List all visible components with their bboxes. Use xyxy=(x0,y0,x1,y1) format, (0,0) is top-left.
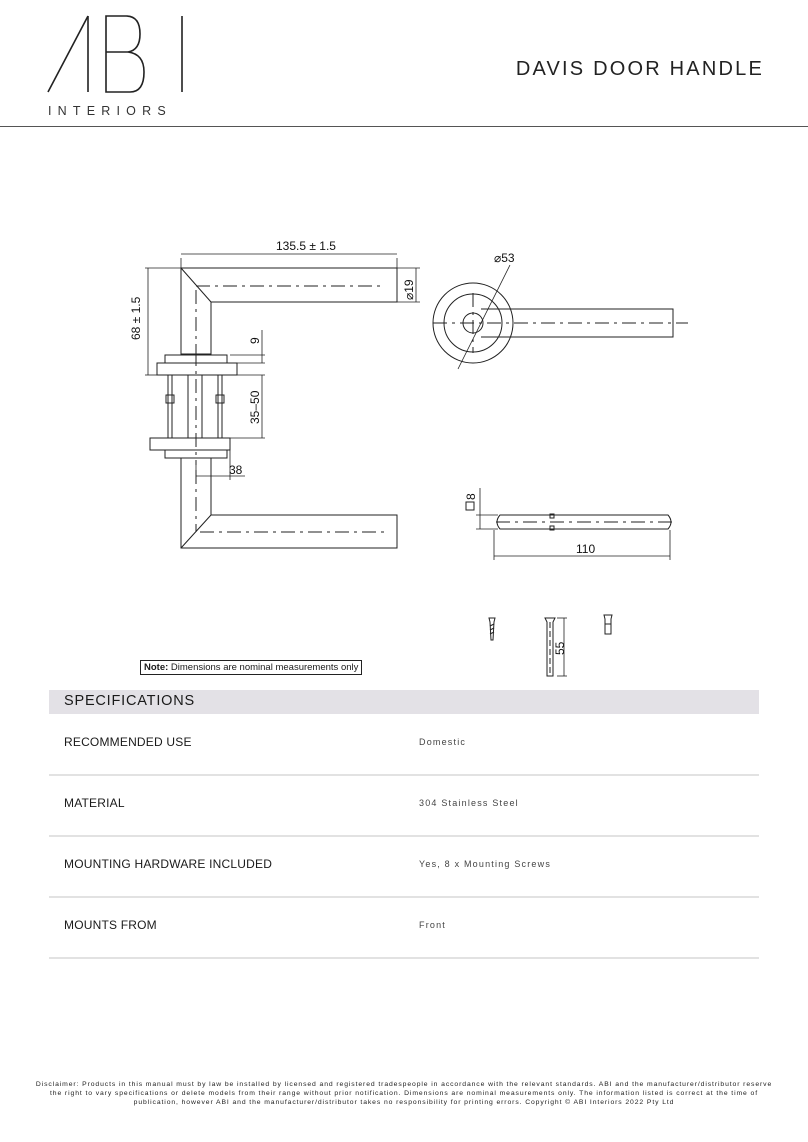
spec-label: MOUNTS FROM xyxy=(64,918,157,932)
dimensions-note xyxy=(140,660,362,675)
dim-rose-thickness: 9 xyxy=(248,337,262,344)
mounting-screws-drawing xyxy=(489,615,612,676)
specifications-title: SPECIFICATIONS xyxy=(64,693,195,709)
spec-row-mounting-hardware xyxy=(49,836,759,898)
disclaimer: Disclaimer: Products in this manual must by law be installed by licensed and registered tradespeople in accordance with the relevant standards. ABI and the manufacturer/distributor reserve the right to vary specifications or delete models from their range without prior notification. Dimensions are nominal measurements only. The information listed is correct at the time of publication, however ABI and the manufacturer/distributor takes no responsibility for printing errors. Copyright © ABI Interiors 2022 Pty Ltd xyxy=(35,1081,773,1106)
dim-handle-length: 135.5 ± 1.5 xyxy=(276,239,336,253)
dim-offset: 38 xyxy=(229,463,243,477)
side-view-rose-assembly xyxy=(150,352,237,465)
spec-value: Yes, 8 x Mounting Screws xyxy=(419,859,552,869)
spec-value: 304 Stainless Steel xyxy=(419,798,519,808)
page-title: DAVIS DOOR HANDLE xyxy=(515,58,764,80)
spec-label: MATERIAL xyxy=(64,796,125,810)
header-divider xyxy=(0,126,808,127)
note-text: Dimensions are nominal measurements only xyxy=(170,662,359,673)
side-view-lever-lower xyxy=(181,458,397,548)
side-view-lever-upper xyxy=(181,268,397,354)
spec-row-mounts-from xyxy=(49,897,759,959)
abi-logo-mark xyxy=(44,12,194,104)
dim-bar-diameter: ⌀19 xyxy=(402,279,416,300)
spec-value: Domestic xyxy=(419,737,467,747)
front-view-handle xyxy=(433,265,688,369)
spindle-drawing xyxy=(466,488,676,560)
spec-row-material xyxy=(49,775,759,837)
technical-drawing xyxy=(0,130,808,690)
spec-label: RECOMMENDED USE xyxy=(64,735,192,749)
spec-row-recommended-use xyxy=(49,714,759,776)
specifications-header xyxy=(49,690,759,714)
dim-spindle-square: 8 xyxy=(464,493,478,500)
dim-rose-diameter: ⌀53 xyxy=(494,251,515,265)
drawing-canvas xyxy=(0,130,808,690)
dim-handle-height: 68 ± 1.5 xyxy=(129,296,143,340)
dim-door-thickness: 35–50 xyxy=(248,390,262,424)
spec-label: MOUNTING HARDWARE INCLUDED xyxy=(64,857,273,871)
dim-spindle-length: 110 xyxy=(576,542,596,556)
page-header xyxy=(0,0,808,127)
spec-value: Front xyxy=(419,920,447,930)
dimension-lines xyxy=(145,254,420,480)
dim-screw-length: 55 xyxy=(553,641,567,655)
logo-subtitle: INTERIORS xyxy=(48,104,172,118)
note-label: Note: xyxy=(144,662,169,673)
